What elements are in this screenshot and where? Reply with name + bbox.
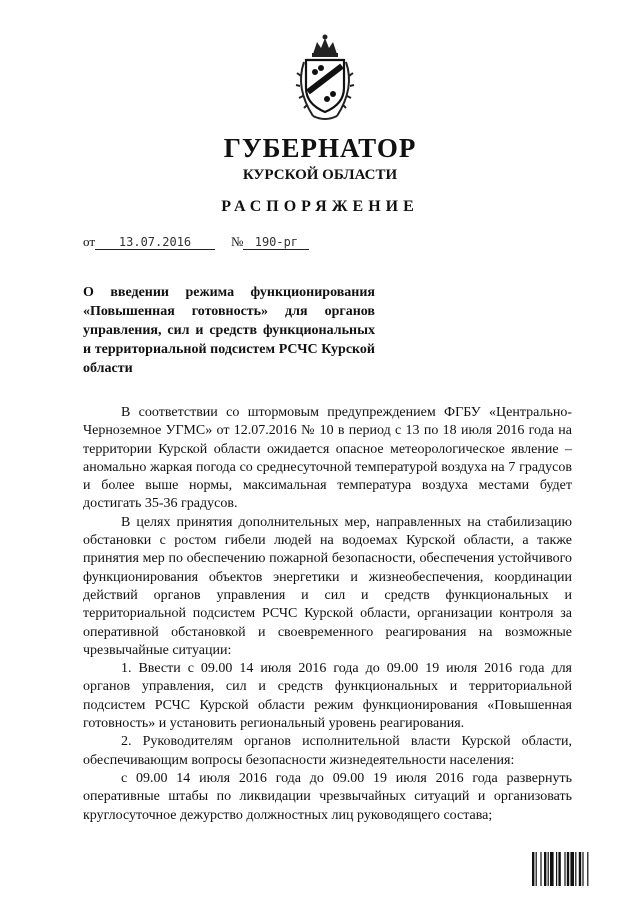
body-paragraph: 2. Руководителям органов исполнительной власти Курской области, обеспечивающим вопросы безопасности жизнедеятельности населения: bbox=[83, 734, 572, 768]
barcode-icon bbox=[532, 852, 612, 886]
date-label: от bbox=[83, 234, 96, 249]
body-paragraph: В соответствии со штормовым предупреждением ФГБУ «Центрально-Черноземное УГМС» от 12.07.2016 № 10 в период с 13 по 18 июля 2016 года на территории Курской области ожидается опасное метеорологическое явление – аномально жаркая погода со среднесуточной температурой воздуха на 7 градусов и более выше нормы, максимальная температура воздуха местами будет достигать 35-36 градусов. bbox=[83, 405, 572, 512]
number-label: № bbox=[231, 234, 244, 249]
document-body bbox=[83, 404, 572, 825]
document-subject: О введении режима функционирования «Повышенная готовность» для органов управления, сил и средств функциональных и территориальной подсистем РСЧС Курской области bbox=[83, 285, 375, 376]
body-paragraph: 1. Ввести с 09.00 14 июля 2016 года до 09.00 19 июля 2016 года для органов управления, сил и средств функциональных и территориальной подсистем РСЧС Курской области режим функционирования «Повышенная готовность» и установить региональный уровень реагирования. bbox=[83, 661, 572, 732]
date-number-line bbox=[83, 234, 309, 250]
document-date: 13.07.2016 bbox=[95, 235, 215, 250]
document-type: РАСПОРЯЖЕНИЕ bbox=[221, 198, 419, 215]
coat-of-arms-icon bbox=[293, 32, 357, 124]
document-number: 190-рг bbox=[243, 235, 309, 250]
governor-title: ГУБЕРНАТОР bbox=[223, 133, 417, 163]
body-paragraph: с 09.00 14 июля 2016 года до 09.00 19 июля 2016 года развернуть оперативные штабы по ликвидации чрезвычайных ситуаций и организовать круглосуточное дежурство должностных лиц руководящего состава; bbox=[83, 770, 572, 823]
body-paragraph: В целях принятия дополнительных мер, направленных на стабилизацию обстановки с ростом гибели людей на водоемах Курской области, а также принятия мер по обеспечению пожарной безопасности, обеспечения устойчивого функционирования объектов энергетики и жизнеобеспечения, координации действий органов управления и сил и средств функциональных и территориальной подсистем РСЧС Курской области, организации контроля за оперативной обстановкой и своевременного реагирования на возможные чрезвычайные ситуации: bbox=[83, 514, 572, 658]
region-subtitle: КУРСКОЙ ОБЛАСТИ bbox=[242, 167, 398, 183]
